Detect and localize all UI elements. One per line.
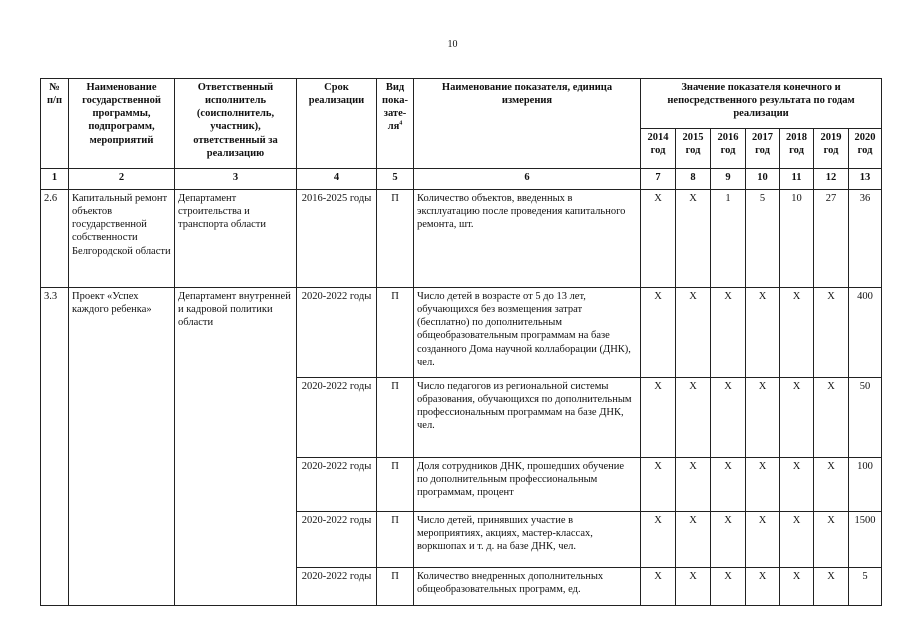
row-type: П	[377, 512, 414, 568]
header-year: 2020 год	[849, 129, 882, 169]
column-number: 9	[711, 169, 746, 190]
row-value: Х	[676, 512, 711, 568]
row-value: Х	[780, 458, 814, 512]
row-value: Х	[746, 458, 780, 512]
row-period: 2020-2022 годы	[297, 378, 377, 458]
row-indicator: Число детей, принявших участие в мероприятиях, акциях, мастер-классах, воркшопах и т. д. на базе ДНК, чел.	[414, 512, 641, 568]
row-value: 10	[780, 190, 814, 288]
row-value: Х	[711, 568, 746, 606]
row-value: Х	[676, 568, 711, 606]
row-executor: Департамент внутренней и кадровой политики области	[175, 288, 297, 606]
row-value: Х	[711, 458, 746, 512]
row-value: 1	[711, 190, 746, 288]
table-row	[41, 288, 882, 378]
column-number: 6	[414, 169, 641, 190]
row-type: П	[377, 378, 414, 458]
row-num: 3.3	[41, 288, 69, 606]
column-number-row	[41, 169, 882, 190]
row-type: П	[377, 568, 414, 606]
header-executor: Ответственный исполнитель (соисполнитель, участник), ответственный за реализацию	[175, 79, 297, 169]
row-program: Проект «Успех каждого ребенка»	[69, 288, 175, 606]
row-value: Х	[780, 378, 814, 458]
column-number: 12	[814, 169, 849, 190]
row-value: Х	[814, 512, 849, 568]
header-year: 2017 год	[746, 129, 780, 169]
column-number: 11	[780, 169, 814, 190]
row-indicator: Количество внедренных дополнительных общеобразовательных программ, ед.	[414, 568, 641, 606]
row-value: Х	[676, 378, 711, 458]
header-type-footnote: 4	[399, 120, 403, 127]
header-year: 2015 год	[676, 129, 711, 169]
row-period: 2020-2022 годы	[297, 288, 377, 378]
table-header	[41, 79, 882, 169]
header-type-label: Вид пока-зате-ля	[382, 82, 408, 133]
column-number: 7	[641, 169, 676, 190]
header-values: Значение показателя конечного и непосредственного результата по годам реализации	[641, 79, 882, 129]
row-value: Х	[676, 458, 711, 512]
header-indicator: Наименование показателя, единица измерения	[414, 79, 641, 169]
row-type: П	[377, 288, 414, 378]
column-number: 4	[297, 169, 377, 190]
row-value: Х	[711, 288, 746, 378]
row-value: Х	[641, 458, 676, 512]
column-number: 13	[849, 169, 882, 190]
header-year: 2018 год	[780, 129, 814, 169]
header-year: 2014 год	[641, 129, 676, 169]
row-period: 2020-2022 годы	[297, 568, 377, 606]
header-program: Наименование государственной программы, подпрограмм, мероприятий	[69, 79, 175, 169]
row-indicator: Количество объектов, введенных в эксплуатацию после проведения капитального ремонта, шт.	[414, 190, 641, 288]
row-value: Х	[814, 288, 849, 378]
column-number: 3	[175, 169, 297, 190]
row-num: 2.6	[41, 190, 69, 288]
row-value: Х	[711, 512, 746, 568]
row-value: 400	[849, 288, 882, 378]
row-value: Х	[641, 288, 676, 378]
row-type: П	[377, 458, 414, 512]
row-value: Х	[814, 378, 849, 458]
row-value: Х	[711, 378, 746, 458]
column-number: 8	[676, 169, 711, 190]
row-value: 27	[814, 190, 849, 288]
row-executor: Департамент строительства и транспорта области	[175, 190, 297, 288]
column-number: 5	[377, 169, 414, 190]
row-type: П	[377, 190, 414, 288]
column-number: 2	[69, 169, 175, 190]
row-value: 1500	[849, 512, 882, 568]
header-year: 2016 год	[711, 129, 746, 169]
row-value: Х	[641, 378, 676, 458]
row-value: 50	[849, 378, 882, 458]
row-value: Х	[814, 458, 849, 512]
row-period: 2020-2022 годы	[297, 458, 377, 512]
row-value: Х	[746, 512, 780, 568]
row-indicator: Число детей в возрасте от 5 до 13 лет, обучающихся без возмещения затрат (бесплатно) по дополнительным общеобразовательным программам на базе созданного Дома научной коллаборации (ДНК), чел.	[414, 288, 641, 378]
row-period: 2020-2022 годы	[297, 512, 377, 568]
row-program: Капитальный ремонт объектов государственной собственности Белгородской области	[69, 190, 175, 288]
row-value: 5	[849, 568, 882, 606]
row-period: 2016-2025 годы	[297, 190, 377, 288]
row-value: Х	[641, 512, 676, 568]
row-value: Х	[780, 568, 814, 606]
row-value: 36	[849, 190, 882, 288]
page-number: 10	[447, 39, 458, 50]
header-period: Срок реализации	[297, 79, 377, 169]
indicator-table	[40, 78, 882, 606]
row-value: 5	[746, 190, 780, 288]
header-type	[377, 79, 414, 169]
row-indicator: Число педагогов из региональной системы образования, обучающихся по дополнительным профессиональным программам на базе ДНК, чел.	[414, 378, 641, 458]
row-value: Х	[780, 288, 814, 378]
header-year: 2019 год	[814, 129, 849, 169]
row-value: Х	[641, 568, 676, 606]
row-value: Х	[641, 190, 676, 288]
row-value: Х	[780, 512, 814, 568]
header-num: № п/п	[41, 79, 69, 169]
row-value: Х	[746, 568, 780, 606]
row-value: Х	[746, 288, 780, 378]
row-value: Х	[676, 190, 711, 288]
row-value: Х	[814, 568, 849, 606]
column-number: 10	[746, 169, 780, 190]
row-value: Х	[746, 378, 780, 458]
row-value: 100	[849, 458, 882, 512]
table-row	[41, 190, 882, 288]
row-indicator: Доля сотрудников ДНК, прошедших обучение по дополнительным профессиональным программам, процент	[414, 458, 641, 512]
row-value: Х	[676, 288, 711, 378]
column-number: 1	[41, 169, 69, 190]
